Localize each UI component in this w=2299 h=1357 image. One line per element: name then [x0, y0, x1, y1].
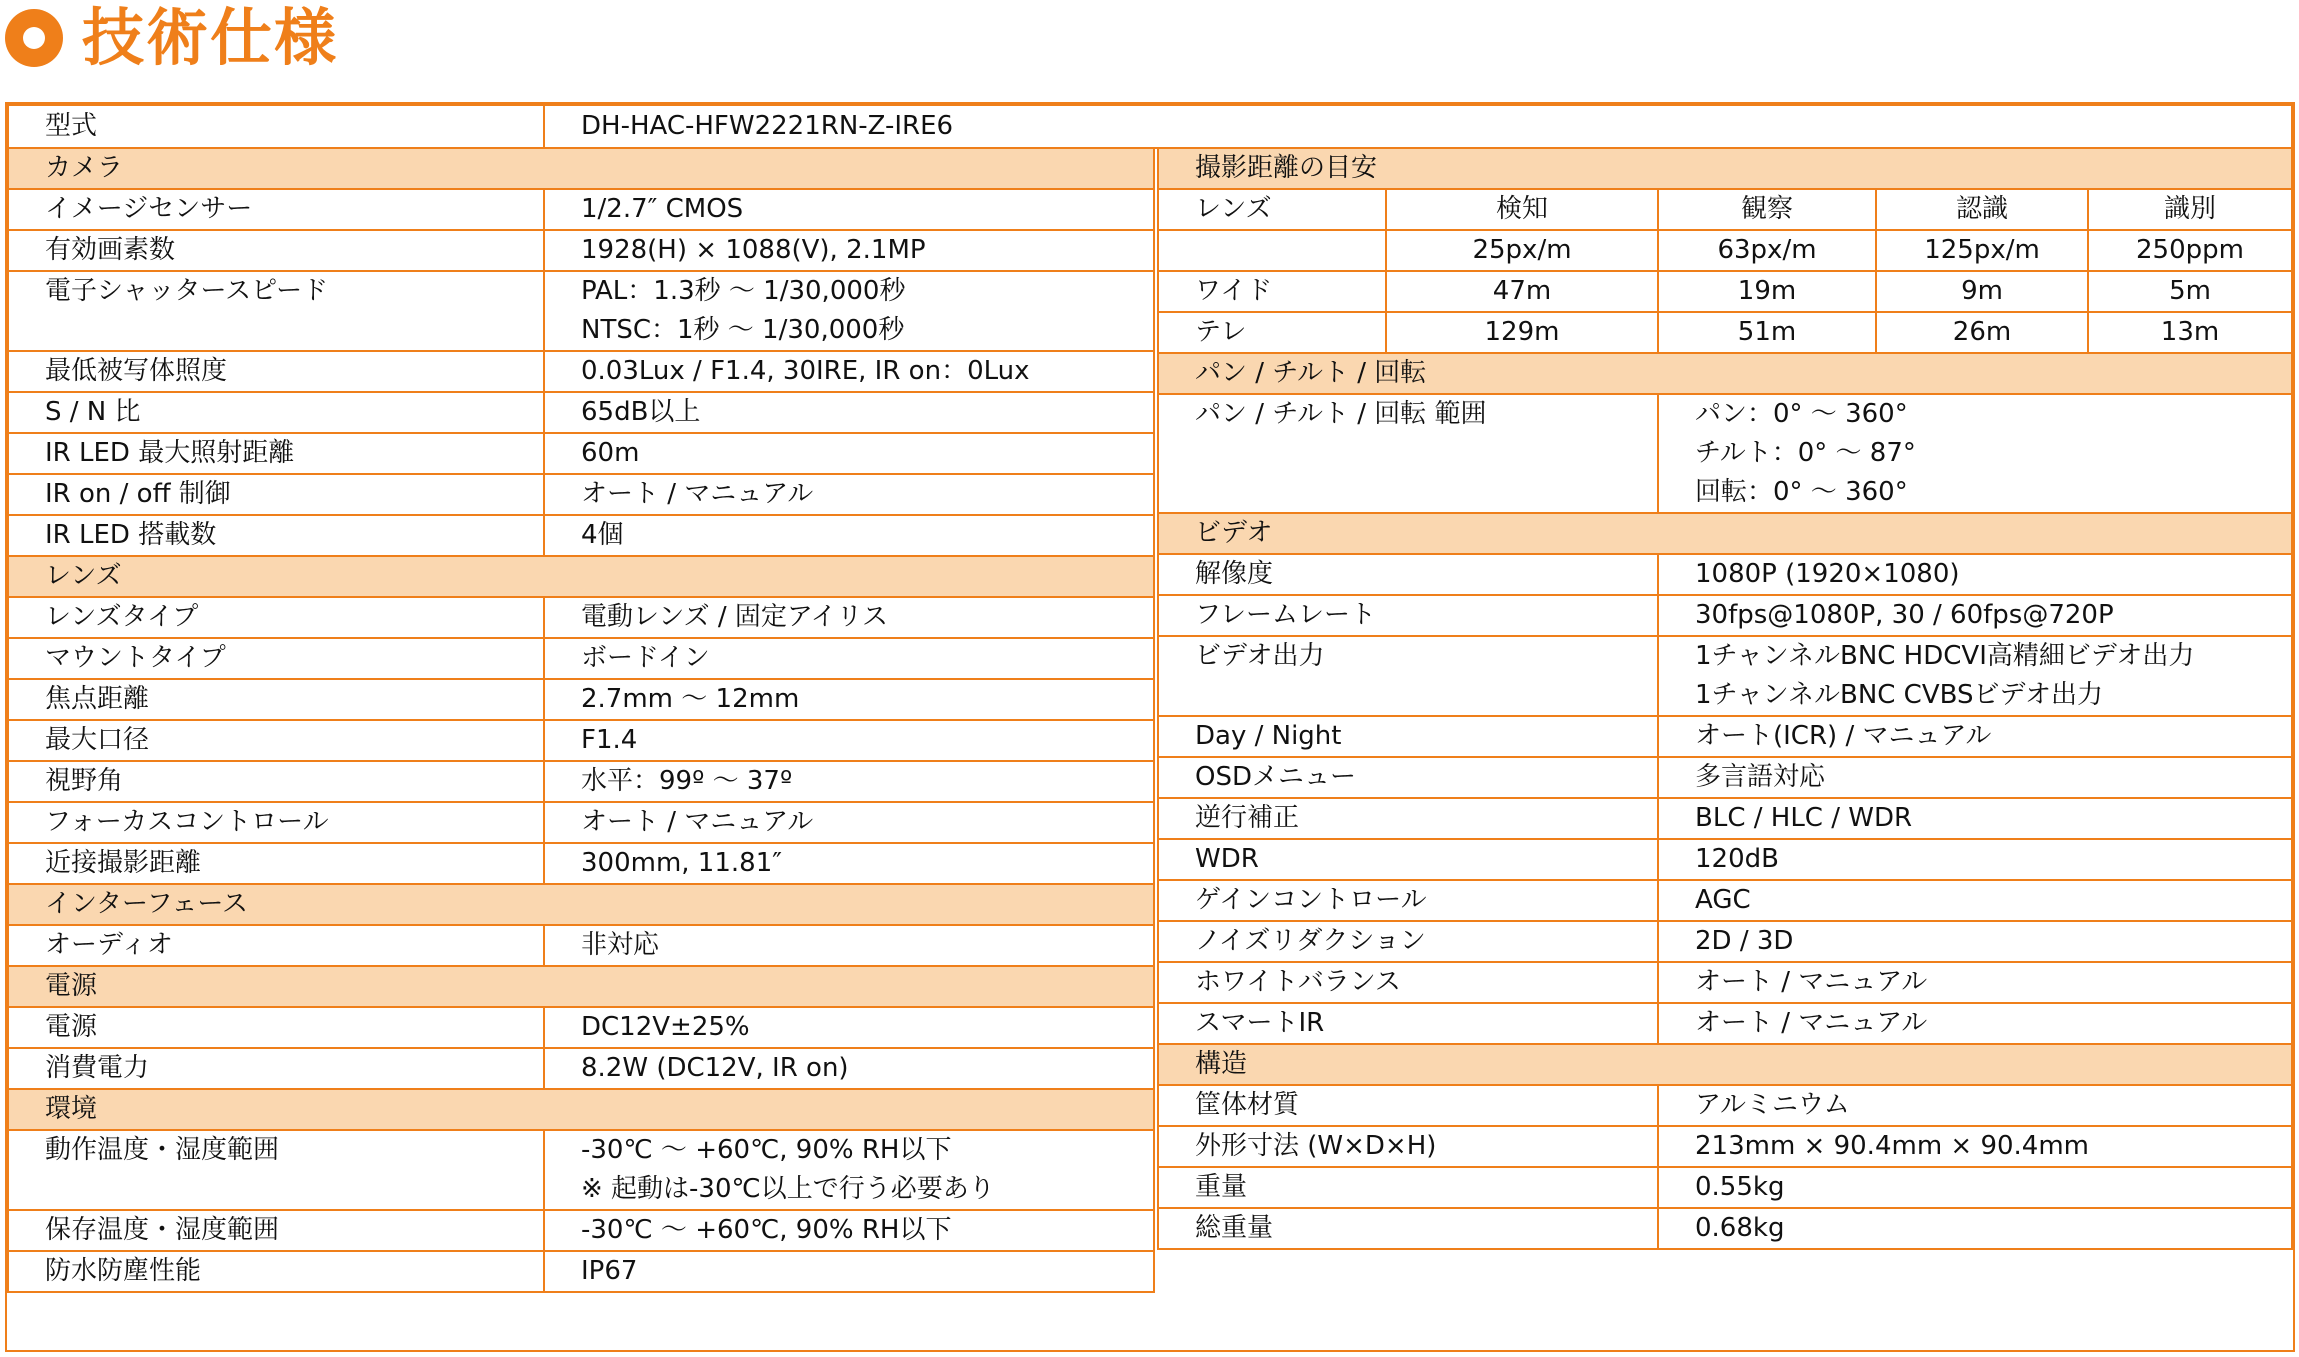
spec-label: パン / チルト / 回転 範囲 — [1158, 394, 1658, 513]
spec-label: 最低被写体照度 — [8, 351, 544, 392]
spec-row — [8, 638, 1154, 679]
spec-value-line: チルト：0° 〜 87° — [1695, 438, 1916, 468]
spec-value-line: 213mm × 90.4mm × 90.4mm — [1695, 1131, 2089, 1161]
section-header-row — [8, 556, 1154, 597]
spec-value — [544, 392, 1154, 433]
spec-value — [1658, 921, 2292, 962]
spec-label: ノイズリダクション — [1158, 921, 1658, 962]
spec-value — [544, 515, 1154, 556]
model-row — [8, 105, 2292, 148]
spec-value — [1658, 554, 2292, 595]
spec-value — [544, 230, 1154, 271]
spec-label: フレームレート — [1158, 595, 1658, 636]
spec-value-line: PAL：1.3秒 〜 1/30,000秒 — [581, 276, 906, 306]
spec-value-line: 120dB — [1695, 844, 1779, 874]
spec-label: IR LED 搭載数 — [8, 515, 544, 556]
spec-value-line: 0.03Lux / F1.4, 30IRE, IR on：0Lux — [581, 356, 1030, 386]
spec-label: スマートIR — [1158, 1003, 1658, 1044]
spec-row — [8, 1048, 1154, 1089]
section-header-row — [1158, 1044, 2292, 1085]
section-header-row — [1158, 148, 2292, 189]
section-header: 環境 — [8, 1089, 1154, 1130]
spec-value — [544, 1048, 1154, 1089]
distance-cell: レンズ — [1158, 189, 1386, 230]
spec-row — [8, 271, 1154, 351]
spec-row — [1158, 839, 2292, 880]
section-header-row — [8, 148, 1154, 189]
spec-value-line: 8.2W (DC12V, IR on) — [581, 1053, 849, 1083]
spec-row — [8, 433, 1154, 474]
spec-value-line: 1チャンネルBNC HDCVI高精細ビデオ出力 — [1695, 641, 2195, 671]
spec-label: 重量 — [1158, 1167, 1658, 1208]
spec-value-line: 30fps@1080P, 30 / 60fps@720P — [1695, 600, 2114, 630]
spec-row — [1158, 1126, 2292, 1167]
spec-label: ゲインコントロール — [1158, 880, 1658, 921]
left-spec-table — [7, 147, 1155, 1293]
spec-value — [1658, 1126, 2292, 1167]
spec-value-line: 1チャンネルBNC CVBSビデオ出力 — [1695, 680, 2103, 710]
spec-value — [544, 1130, 1154, 1210]
spec-value-line: F1.4 — [581, 725, 638, 755]
distance-cell: 125px/m — [1876, 230, 2088, 271]
spec-row — [1158, 757, 2292, 798]
spec-label: ホワイトバランス — [1158, 962, 1658, 1003]
distance-cell: テレ — [1158, 312, 1386, 353]
spec-label: IR LED 最大照射距離 — [8, 433, 544, 474]
spec-row — [1158, 798, 2292, 839]
spec-value-line: パン：0° 〜 360° — [1695, 399, 1908, 429]
spec-row — [8, 1130, 1154, 1210]
spec-row — [8, 1210, 1154, 1251]
spec-row — [8, 679, 1154, 720]
spec-value-line: 0.55kg — [1695, 1172, 1785, 1202]
distance-density-row — [1158, 230, 2292, 271]
spec-row — [8, 230, 1154, 271]
spec-row — [1158, 880, 2292, 921]
spec-value — [1658, 716, 2292, 757]
spec-value — [1658, 880, 2292, 921]
spec-value — [1658, 394, 2292, 513]
spec-value-line: 4個 — [581, 520, 624, 550]
spec-label: 解像度 — [1158, 554, 1658, 595]
spec-row — [8, 189, 1154, 230]
distance-cell: 63px/m — [1658, 230, 1876, 271]
spec-value-line: オート(ICR) / マニュアル — [1695, 721, 1992, 751]
spec-value — [544, 271, 1154, 351]
spec-value — [544, 1210, 1154, 1251]
spec-value — [1658, 757, 2292, 798]
page-title: 技術仕様 — [82, 1, 339, 74]
spec-label: 総重量 — [1158, 1208, 1658, 1249]
spec-value-line: DC12V±25% — [581, 1012, 750, 1042]
distance-row — [1158, 271, 2292, 312]
spec-value — [1658, 1085, 2292, 1126]
spec-value-line: 1928(H) × 1088(V), 2.1MP — [581, 235, 926, 265]
spec-value — [1658, 595, 2292, 636]
spec-label: OSDメニュー — [1158, 757, 1658, 798]
section-header-row — [1158, 513, 2292, 554]
spec-row — [1158, 394, 2292, 513]
circle-bullet-icon — [5, 9, 63, 67]
spec-label: 防水防塵性能 — [8, 1251, 544, 1292]
spec-label: WDR — [1158, 839, 1658, 880]
spec-value — [544, 474, 1154, 515]
spec-value — [544, 761, 1154, 802]
spec-label: Day / Night — [1158, 716, 1658, 757]
spec-value-line: 1/2.7″ CMOS — [581, 194, 744, 224]
distance-cell: 26m — [1876, 312, 2088, 353]
spec-value — [544, 189, 1154, 230]
spec-row — [8, 597, 1154, 638]
spec-value-line: 回転：0° 〜 360° — [1695, 477, 1908, 507]
spec-label: 保存温度・湿度範囲 — [8, 1210, 544, 1251]
spec-row — [8, 1251, 1154, 1292]
spec-value-line: -30℃ 〜 +60℃, 90% RH以下 — [581, 1135, 952, 1165]
spec-value-line: 0.68kg — [1695, 1213, 1785, 1243]
spec-value-line: 65dB以上 — [581, 397, 701, 427]
spec-row — [8, 515, 1154, 556]
distance-cell: 25px/m — [1386, 230, 1658, 271]
spec-label: 最大口径 — [8, 720, 544, 761]
section-header: 電源 — [8, 966, 1154, 1007]
spec-row — [8, 761, 1154, 802]
spec-value-line: 水平：99º 〜 37º — [581, 766, 793, 796]
spec-value-line: IP67 — [581, 1256, 638, 1286]
spec-value — [544, 843, 1154, 884]
spec-value-line: 多言語対応 — [1695, 762, 1826, 792]
section-header: パン / チルト / 回転 — [1158, 353, 2292, 394]
spec-value-line: オート / マニュアル — [1695, 967, 1928, 997]
spec-value — [1658, 962, 2292, 1003]
distance-cell: 13m — [2088, 312, 2292, 353]
section-header: 構造 — [1158, 1044, 2292, 1085]
spec-label: IR on / off 制御 — [8, 474, 544, 515]
distance-cell: 検知 — [1386, 189, 1658, 230]
spec-value-line: 電動レンズ / 固定アイリス — [581, 602, 888, 632]
model-value: DH-HAC-HFW2221RN-Z-IRE6 — [544, 105, 2292, 148]
spec-value-line: ボードイン — [581, 643, 710, 673]
spec-label: 筐体材質 — [1158, 1085, 1658, 1126]
spec-row — [1158, 595, 2292, 636]
spec-label: 逆行補正 — [1158, 798, 1658, 839]
spec-label: イメージセンサー — [8, 189, 544, 230]
spec-label: 外形寸法 (W×D×H) — [1158, 1126, 1658, 1167]
model-table — [7, 104, 2293, 149]
distance-cell: 250ppm — [2088, 230, 2292, 271]
spec-row — [1158, 716, 2292, 757]
spec-row — [1158, 921, 2292, 962]
spec-label: フォーカスコントロール — [8, 802, 544, 843]
spec-value-line: BLC / HLC / WDR — [1695, 803, 1913, 833]
distance-cell: ワイド — [1158, 271, 1386, 312]
spec-row — [1158, 554, 2292, 595]
spec-row — [8, 720, 1154, 761]
spec-value-line: -30℃ 〜 +60℃, 90% RH以下 — [581, 1215, 952, 1245]
section-header: レンズ — [8, 556, 1154, 597]
spec-row — [1158, 1167, 2292, 1208]
distance-cell: 観察 — [1658, 189, 1876, 230]
spec-row — [1158, 962, 2292, 1003]
spec-row — [8, 1007, 1154, 1048]
distance-cell: 9m — [1876, 271, 2088, 312]
section-header-row — [8, 1089, 1154, 1130]
section-header: 撮影距離の目安 — [1158, 148, 2292, 189]
distance-cell: 5m — [2088, 271, 2292, 312]
spec-row — [8, 351, 1154, 392]
spec-value-line: NTSC：1秒 〜 1/30,000秒 — [581, 315, 905, 345]
spec-value-line: オート / マニュアル — [581, 479, 814, 509]
spec-value — [544, 720, 1154, 761]
distance-row — [1158, 312, 2292, 353]
spec-value-line: 2D / 3D — [1695, 926, 1794, 956]
spec-label: 動作温度・湿度範囲 — [8, 1130, 544, 1210]
spec-value — [1658, 1167, 2292, 1208]
spec-label: ビデオ出力 — [1158, 636, 1658, 716]
spec-row — [8, 925, 1154, 966]
section-header-row — [1158, 353, 2292, 394]
spec-value — [544, 351, 1154, 392]
spec-row — [1158, 636, 2292, 716]
model-label: 型式 — [8, 105, 544, 148]
distance-header-row — [1158, 189, 2292, 230]
section-header: インターフェース — [8, 884, 1154, 925]
spec-label: 電子シャッタースピード — [8, 271, 544, 351]
spec-table-frame — [5, 102, 2295, 1352]
spec-value-line: 非対応 — [581, 930, 660, 960]
spec-value-line: 300mm, 11.81″ — [581, 848, 782, 878]
section-header: カメラ — [8, 148, 1154, 189]
distance-cell: 認識 — [1876, 189, 2088, 230]
spec-value — [544, 597, 1154, 638]
spec-row — [1158, 1003, 2292, 1044]
spec-value — [1658, 636, 2292, 716]
spec-value — [1658, 839, 2292, 880]
spec-value — [544, 802, 1154, 843]
spec-label: 視野角 — [8, 761, 544, 802]
spec-value — [544, 925, 1154, 966]
spec-value — [544, 1251, 1154, 1292]
spec-label: 電源 — [8, 1007, 544, 1048]
spec-value-line: アルミニウム — [1695, 1090, 1850, 1120]
spec-label: 消費電力 — [8, 1048, 544, 1089]
section-header-row — [8, 884, 1154, 925]
spec-row — [8, 392, 1154, 433]
spec-label: 焦点距離 — [8, 679, 544, 720]
spec-label: 近接撮影距離 — [8, 843, 544, 884]
spec-value-line: 1080P (1920×1080) — [1695, 559, 1960, 589]
spec-label: オーディオ — [8, 925, 544, 966]
spec-value-line: ※ 起動は-30℃以上で行う必要あり — [581, 1174, 995, 1204]
spec-value — [544, 679, 1154, 720]
spec-row — [8, 843, 1154, 884]
section-header: ビデオ — [1158, 513, 2292, 554]
spec-value-line: オート / マニュアル — [1695, 1008, 1928, 1038]
spec-value-line: 2.7mm 〜 12mm — [581, 684, 800, 714]
distance-cell — [1158, 230, 1386, 271]
spec-label: マウントタイプ — [8, 638, 544, 679]
spec-value-line: 60m — [581, 438, 640, 468]
spec-value — [544, 1007, 1154, 1048]
section-header-row — [8, 966, 1154, 1007]
spec-label: 有効画素数 — [8, 230, 544, 271]
distance-cell: 51m — [1658, 312, 1876, 353]
spec-label: S / N 比 — [8, 392, 544, 433]
spec-row — [8, 802, 1154, 843]
spec-label: レンズタイプ — [8, 597, 544, 638]
distance-cell: 129m — [1386, 312, 1658, 353]
spec-row — [1158, 1208, 2292, 1249]
spec-value — [1658, 1208, 2292, 1249]
spec-value-line: AGC — [1695, 885, 1751, 915]
distance-cell: 47m — [1386, 271, 1658, 312]
spec-value — [1658, 798, 2292, 839]
distance-cell: 19m — [1658, 271, 1876, 312]
spec-row — [8, 474, 1154, 515]
spec-value — [1658, 1003, 2292, 1044]
spec-value — [544, 433, 1154, 474]
right-spec-table — [1157, 147, 2293, 1250]
distance-cell: 識別 — [2088, 189, 2292, 230]
spec-row — [1158, 1085, 2292, 1126]
spec-value — [544, 638, 1154, 679]
spec-value-line: オート / マニュアル — [581, 807, 814, 837]
